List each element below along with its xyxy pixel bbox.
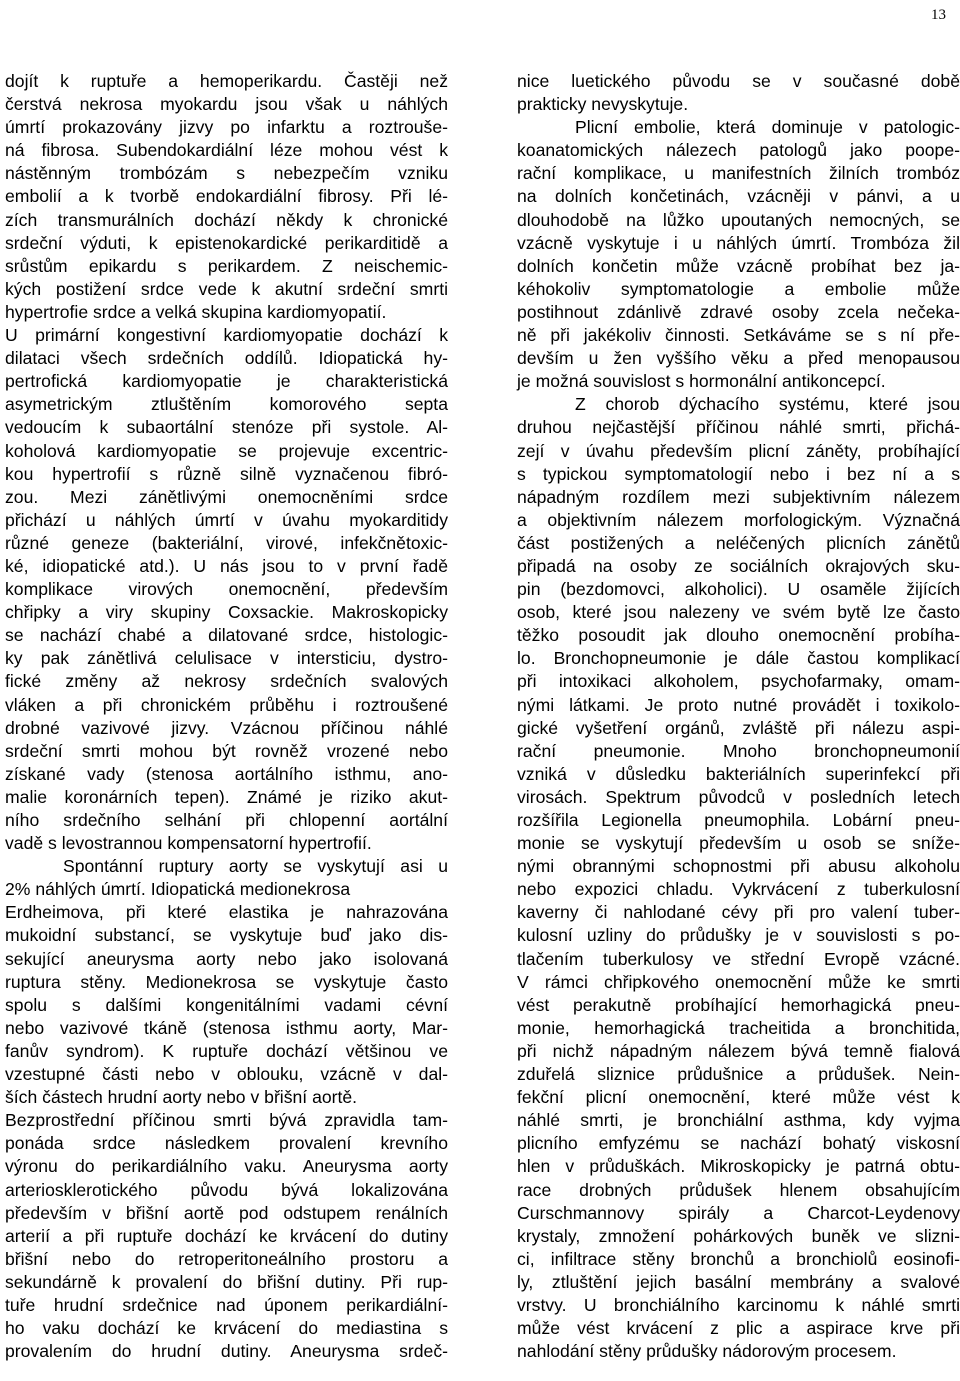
text-line: dilataci všech srdečních oddílů. Idiopatická hy- bbox=[5, 348, 448, 369]
text-line: hypertrofie srdce a velká skupina kardiomyopatií. bbox=[5, 301, 387, 322]
text-line: ponáda srdce následkem provalení krevního bbox=[5, 1133, 448, 1154]
text-line: race drobných průdušek hlenem obsahujícím bbox=[517, 1179, 960, 1200]
text-line: především v břišní aortě pod odstupem renálních bbox=[5, 1202, 448, 1223]
text-line: lo. Bronchopneumonie je dále častou komplikací bbox=[517, 648, 960, 669]
text-line: koholová kardiomyopatie se projevuje excentric- bbox=[5, 440, 448, 461]
text-line: na dolních končetinách, vzácněji v pánvi, a u bbox=[517, 186, 960, 207]
text-line: ly, ztluštění jejich basální membrány a svalové bbox=[517, 1271, 960, 1292]
text-line: U primární kongestivní kardiomyopatie dochází k bbox=[5, 325, 448, 346]
text-line: devším u žen vyššího věku a před menopausou bbox=[517, 348, 960, 369]
text-line: gické vyšetření orgánů, zvláště při nálezu aspi- bbox=[517, 717, 960, 738]
text-line: krystaly, zmnožení pohárkových buněk ve slizni- bbox=[517, 1225, 960, 1246]
left-text-column bbox=[5, 70, 448, 1363]
text-line: Spontánní ruptury aorty se vyskytují asi u bbox=[63, 856, 448, 877]
text-line: dojít k ruptuře a hemoperikardu. Častěji než bbox=[5, 71, 448, 91]
text-line: zejí v úvahu především plicní záněty, probíhající bbox=[517, 440, 960, 461]
text-line: ších částech hrudní aorty nebo v břišní aortě. bbox=[5, 1087, 358, 1108]
text-line: nahlodání stěny průdušky nádorovým procesem. bbox=[517, 1341, 897, 1362]
text-line: ruptura stěny. Medionekrosa se vyskytuje často bbox=[5, 971, 448, 992]
text-line: pertrofická kardiomyopatie je charakteristická bbox=[5, 371, 448, 392]
text-line: výronu do perikardiálního vaku. Aneurysma aorty bbox=[5, 1156, 448, 1177]
text-line: vadě s levostrannou kompensatorní hypertrofií. bbox=[5, 833, 372, 854]
text-line: vzestupné části nebo v oblouku, vzácně v dal- bbox=[5, 1064, 448, 1085]
text-line: virosách. Spektrum původců v posledních letech bbox=[517, 786, 960, 807]
text-line: komplikace virových onemocnění, především bbox=[5, 579, 448, 600]
text-line: spolu s dalšími kongenitálními vadami cévní bbox=[5, 994, 448, 1015]
text-line: ké, idiopatické atd.). U nás jsou to v první řadě bbox=[5, 555, 448, 576]
text-line: kulosní uzliny do průdušky je v souvislosti s po- bbox=[517, 925, 960, 946]
text-line: ho vaku dochází ke krvácení do mediastina s bbox=[5, 1318, 448, 1339]
text-line: část postižených a neléčených plicních zánětů bbox=[517, 532, 960, 553]
text-line: může vést krvácení z plic a aspirace krve při bbox=[517, 1318, 960, 1339]
text-line: vést perakutně probíhající hemorhagická pneu- bbox=[517, 994, 960, 1015]
text-line: plicního emfyzému se nachází bohatý viskosní bbox=[517, 1133, 960, 1154]
text-line: dolních končetin může vzácně probíhat bez ja- bbox=[517, 255, 960, 276]
text-line: V rámci chřipkového onemocnění může ke smrti bbox=[517, 971, 960, 992]
text-line: ky pak zánětlivá celulisace v intersticiu, dystro- bbox=[5, 648, 448, 669]
text-line: nými obrannými schopnostmi při abusu alkoholu bbox=[517, 856, 960, 877]
text-line: ního srdečního selhání při chlopenní aortální bbox=[5, 810, 448, 830]
text-line: zou. Mezi zánětlivými onemocněními srdce bbox=[5, 486, 448, 507]
text-line: srůstům epikardu s perikardem. Z neischemic- bbox=[5, 255, 448, 276]
page-number: 13 bbox=[931, 7, 946, 23]
text-line: je možná souvislost s hormonální antikoncepcí. bbox=[517, 371, 886, 392]
text-line: nápadným rozdílem mezi subjektivním nálezem bbox=[517, 486, 960, 507]
text-line: nými látkami. Je proto nutné provádět i toxikolo- bbox=[517, 694, 960, 715]
text-line: monie se vyskytují především u osob se sníže- bbox=[517, 833, 960, 854]
text-line: rační pneumonie. Mnoho bronchopneumonií bbox=[517, 740, 960, 761]
text-line: srdeční smrti mohou být rovněž vrozené nebo bbox=[5, 740, 448, 761]
text-line: Z chorob dýchacího systému, které jsou bbox=[575, 394, 960, 415]
text-line: připadá na osoby ze sociálních okrajových sku- bbox=[517, 555, 960, 576]
text-line: embolií a k tvorbě endokardiální fibrosy. Při lé- bbox=[5, 186, 448, 207]
text-line: nice luetického původu se v současné době bbox=[517, 71, 960, 91]
text-line: fekční plicní onemocnění, které může vést k bbox=[517, 1087, 960, 1108]
text-line: malie koronárních tepen). Známé je riziko akut- bbox=[5, 786, 448, 807]
text-line: čerstvá nekrosa myokardu jsou však u náhlých bbox=[5, 94, 448, 115]
text-line: sekundárně k provalení do břišní dutiny. Při rup- bbox=[5, 1271, 448, 1292]
text-line: vrstvy. U bronchiálního karcinomu k náhlé smrti bbox=[517, 1294, 960, 1315]
text-line: chřipky a viry skupiny Coxsackie. Makroskopicky bbox=[5, 602, 448, 623]
text-line: rační komplikace, u manifestních žilních trombóz bbox=[517, 163, 960, 184]
text-line: Plicní embolie, která dominuje v patologic- bbox=[575, 117, 960, 138]
text-line: srdeční výduti, k epistenokardické perikarditidě a bbox=[5, 232, 448, 253]
text-line: náhlé smrti, je bronchiální asthma, kdy vyjma bbox=[517, 1110, 960, 1131]
text-line: postihnout zdánlivě zdravé osoby zcela nečeka- bbox=[517, 301, 960, 322]
text-line: zduřelá sliznice průdušnice a průdušek. Nein- bbox=[517, 1064, 960, 1085]
text-line: úmrtí prokazovány jizvy po infarktu a roztrouše- bbox=[5, 117, 448, 138]
text-line: nebo vazivové tkáně (stenosa isthmu aorty, Mar- bbox=[5, 1017, 448, 1038]
text-line: Curschmannovy spirály a Charcot-Leydenovy bbox=[517, 1202, 960, 1223]
text-line: při intoxikaci alkoholem, psychofarmaky, omam- bbox=[517, 671, 960, 692]
text-line: vzácně vyskytuje i u náhlých úmrtí. Trombóza žil bbox=[517, 232, 960, 253]
text-line: kou hypertrofií s různě silně vyznačenou fibró- bbox=[5, 463, 448, 484]
text-line: vedoucím k subaortální stenóze při systole. Al- bbox=[5, 417, 448, 438]
text-line: vzniká v důsledku bakteriálních superinfekcí při bbox=[517, 763, 960, 784]
text-line: asymetrickým ztluštěním komorového septa bbox=[5, 394, 448, 415]
text-line: arterií a při ruptuře dochází ke krvácení do dutiny bbox=[5, 1225, 448, 1246]
text-line: sekující aneurysma aorty nebo jako isolovaná bbox=[5, 948, 448, 969]
text-line: břišní nebo do retroperitoneálního prostoru a bbox=[5, 1248, 448, 1269]
right-text-column bbox=[517, 70, 960, 1363]
text-line: 2% náhlých úmrtí. Idiopatická medionekrosa bbox=[5, 879, 351, 900]
text-line: se nachází chabé a dilatované srdce, histologic- bbox=[5, 625, 448, 646]
text-line: kých postižení srdce vede k akutní srdeční smrti bbox=[5, 278, 448, 299]
text-line: dlouhodobě na lůžko upoutaných nemocných, se bbox=[517, 209, 960, 230]
text-line: přichází u náhlých úmrtí v úvahu myokarditidy bbox=[5, 509, 448, 530]
text-line: kaverny či nahlodané cévy při pro valení tuber- bbox=[517, 902, 960, 923]
text-line: druhou nejčastější příčinou náhlé smrti, přichá- bbox=[517, 417, 960, 438]
text-line: drobné vazivové jizvy. Vzácnou příčinou náhlé bbox=[5, 717, 448, 738]
text-line: tlačením tuberkulosy ve střední Evropě vzácné. bbox=[517, 948, 960, 969]
text-line: pin (bezdomovci, alkoholici). U osaměle žijících bbox=[517, 579, 960, 600]
text-line: fické změny až nekrosy srdečních svalových bbox=[5, 671, 448, 692]
text-line: kéhokoliv symptomatologie a embolie může bbox=[517, 278, 960, 299]
text-line: při nichž nápadným nálezem bývá temně fialová bbox=[517, 1040, 960, 1061]
text-line: získané vady (stenosa aortálního isthmu, ano- bbox=[5, 763, 448, 784]
text-line: nástěnným trombózám s nebezpečím vzniku bbox=[5, 163, 448, 184]
text-line: fanův syndrom). K ruptuře dochází většinou ve bbox=[5, 1040, 448, 1061]
text-line: arteriosklerotického původu bývá lokalizována bbox=[5, 1179, 448, 1200]
text-line: osob, které jsou nalezeny ve svém bytě lze často bbox=[517, 602, 960, 623]
text-line: hlen v průduškách. Mikroskopicky je patrná obtu- bbox=[517, 1156, 960, 1177]
text-line: nebo expozici chladu. Vykrvácení z tuberkulosní bbox=[517, 879, 960, 900]
text-line: provalením do hrudní dutiny. Aneurysma srdeč- bbox=[5, 1341, 448, 1362]
text-line: koanatomických nálezech patologů jako poope- bbox=[517, 140, 960, 161]
text-line: monie, hemorhagická tracheitida a bronchitida, bbox=[517, 1017, 960, 1038]
text-line: ně při jakékoliv činnosti. Setkáváme se s ní pře- bbox=[517, 325, 960, 346]
text-line: mukoidní substancí, se vyskytuje buď jako dis- bbox=[5, 925, 448, 946]
text-line: a objektivním nálezem morfologickým. Význačná bbox=[517, 509, 960, 530]
text-line: různé geneze (bakteriální, virové, infekčnětoxic- bbox=[5, 532, 448, 553]
text-line: ci, infiltrace stěny bronchů a bronchiolů eosinofi- bbox=[517, 1248, 960, 1269]
text-line: Bezprostřední příčinou smrti bývá zpravidla tam- bbox=[5, 1110, 448, 1131]
text-line: rozšířila Legionella pneumophila. Lobární pneu- bbox=[517, 810, 960, 830]
text-line: ná fibrosa. Subendokardiální léze mohou vést k bbox=[5, 140, 448, 161]
text-line: tuře hrudní srdečnice nad úponem perikardiální- bbox=[5, 1294, 448, 1315]
text-line: vláken a při chronickém průběhu i roztroušené bbox=[5, 694, 448, 715]
text-line: Erdheimova, při které elastika je nahrazována bbox=[5, 902, 448, 923]
text-line: zích transmurálních dochází někdy k chronické bbox=[5, 209, 448, 230]
text-line: těžko posoudit jak dlouho onemocnění probíha- bbox=[517, 625, 960, 646]
text-line: s typickou symptomatologií nebo i bez ní a s bbox=[517, 463, 960, 484]
text-line: prakticky nevyskytuje. bbox=[517, 94, 689, 115]
